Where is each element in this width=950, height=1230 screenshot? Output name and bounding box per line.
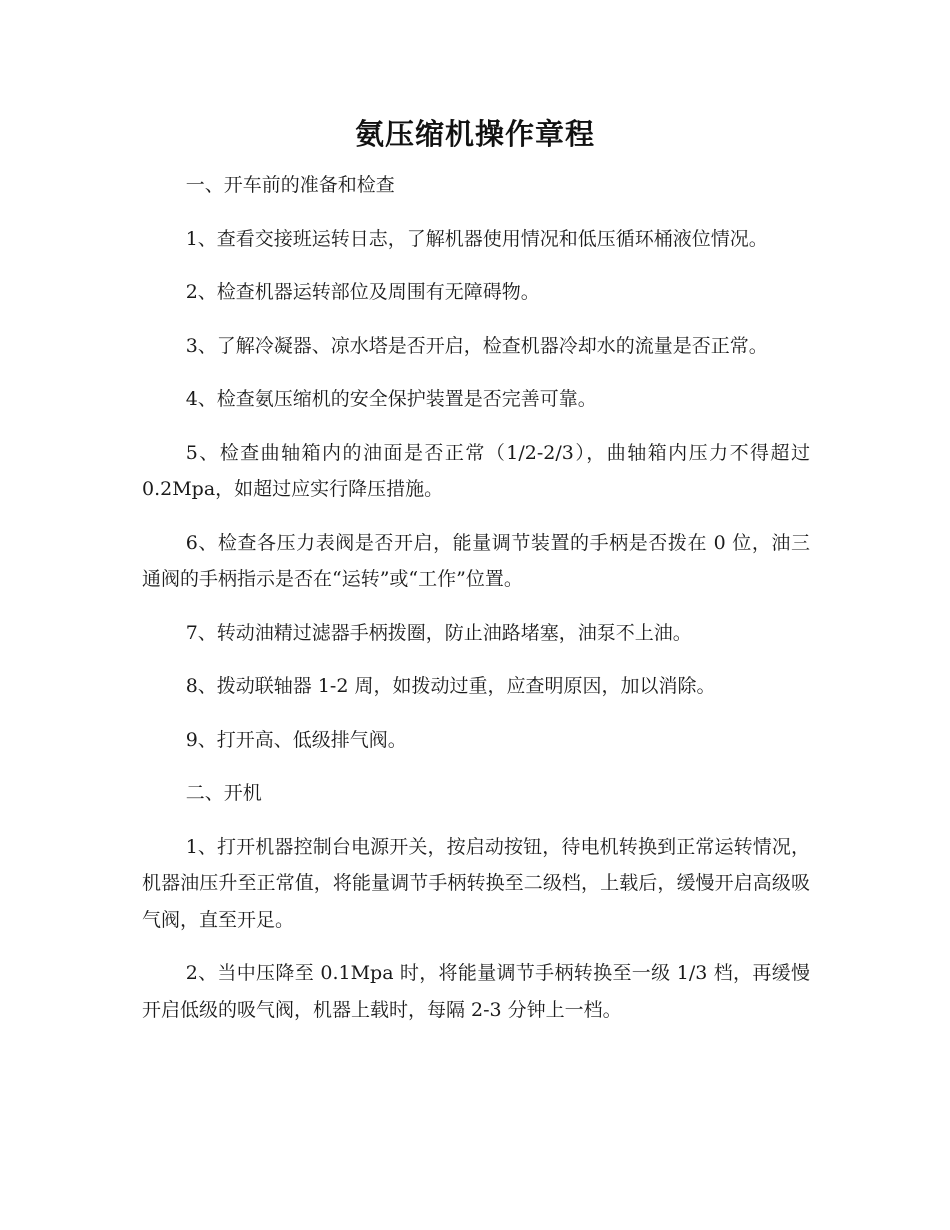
paragraph: 5、检查曲轴箱内的油面是否正常（1/2-2/3），曲轴箱内压力不得超过 0.2Mpa，如超过应实行降压措施。 — [142, 441, 810, 500]
document-title: 氨压缩机操作章程 — [354, 117, 595, 151]
paragraph: 4、检查氨压缩机的安全保护装置是否完善可靠。 — [185, 388, 597, 410]
paragraph: 8、拨动联轴器 1-2 周，如拨动过重，应查明原因，加以消除。 — [185, 675, 716, 697]
paragraph: 2、检查机器运转部位及周围有无障碍物。 — [185, 281, 540, 303]
section-heading: 一、开车前的准备和检查 — [185, 174, 395, 196]
document-body — [142, 167, 810, 1045]
paragraph: 3、了解冷凝器、凉水塔是否开启，检查机器冷却水的流量是否正常。 — [185, 334, 768, 357]
paragraph: 1、打开机器控制台电源开关，按启动按钮，待电机转换到正常运转情况，机器油压升至正常值，将能量调节手柄转换至二级档，上载后，缓慢开启高级吸气阀，直至开足。 — [142, 835, 810, 931]
paragraph: 7、转动油精过滤器手柄拨圈，防止油路堵塞，油泵不上油。 — [185, 621, 692, 644]
paragraph: 1、查看交接班运转日志，了解机器使用情况和低压循环桶液位情况。 — [185, 227, 768, 250]
paragraph: 6、检查各压力表阀是否开启，能量调节装置的手柄是否拨在 0 位，油三通阀的手柄指示是否在“运转”或“工作”位置。 — [142, 531, 810, 590]
section-heading: 二、开机 — [185, 782, 262, 804]
paragraph: 9、打开高、低级排气阀。 — [185, 728, 407, 751]
paragraph: 2、当中压降至 0.1Mpa 时，将能量调节手柄转换至一级 1/3 档，再缓慢开启低级的吸气阀，机器上载时，每隔 2-3 分钟上一档。 — [142, 962, 810, 1021]
